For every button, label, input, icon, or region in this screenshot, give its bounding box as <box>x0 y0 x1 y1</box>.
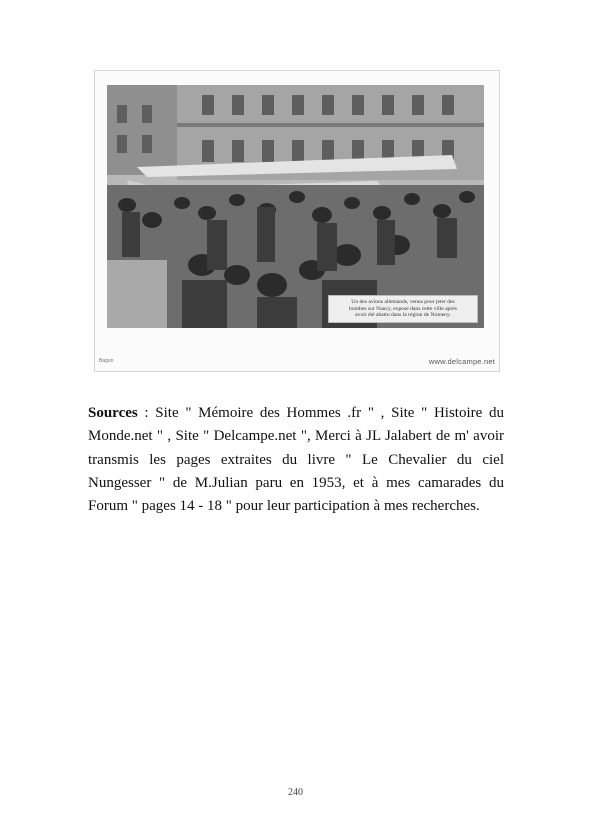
scan-left-mark: Bagun <box>99 358 114 364</box>
crowd-airplane-photo <box>107 85 484 328</box>
caption-line: Un des avions allemands, venus pour jeter des <box>351 299 455 306</box>
postcard-photo <box>107 85 484 328</box>
postcard-scan <box>94 70 500 372</box>
caption-line: bombes sur Nancy, exposé dans cette ville après <box>349 305 457 312</box>
sources-label: Sources <box>88 405 138 421</box>
sources-line: Monde.net " , Site " Delcampe.net ", Merci à JL Jalabert de <box>88 428 451 445</box>
sources-line: à mes recherches. <box>373 498 480 515</box>
caption-line: avoir été abattu dans la région de Nomeny. <box>355 312 451 319</box>
sources-line: ciel Nungesser " de M.Julian paru en 1953, et à mes <box>88 451 504 491</box>
page-number: 240 <box>288 787 303 798</box>
sources-line: m' avoir transmis les pages extraites du livre " Le Chevalier du <box>88 428 504 468</box>
sources-line: camarades du Forum " pages 14 - 18 " pour leur participation <box>88 474 504 515</box>
sources-paragraph <box>88 402 504 518</box>
sources-line: : Site " Mémoire des Hommes .fr " , Site " Histoire du <box>137 405 504 421</box>
postcard-caption <box>328 295 478 323</box>
delcampe-watermark: www.delcampe.net <box>428 357 495 366</box>
